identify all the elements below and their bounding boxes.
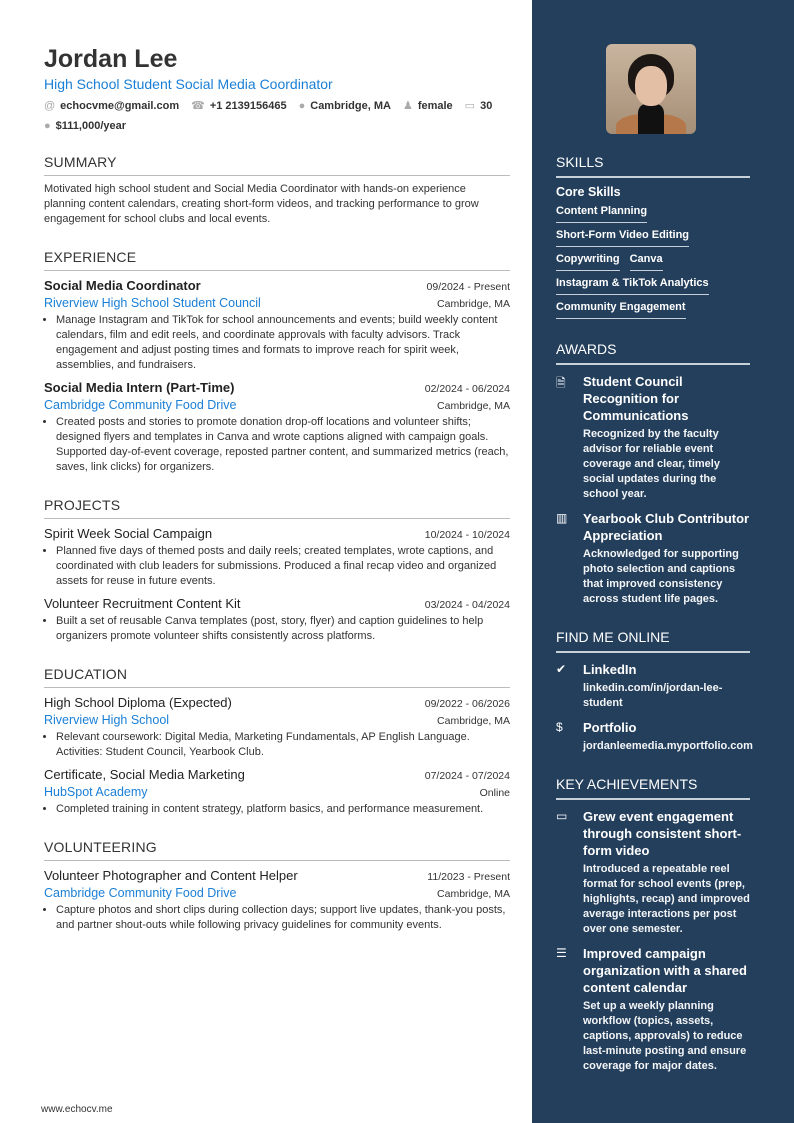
contact-info <box>44 98 510 134</box>
entry-location: Cambridge, MA <box>437 298 510 310</box>
entry-org-row <box>44 293 510 310</box>
entry-title: Social Media Intern (Part-Time) <box>44 380 235 395</box>
education-heading: EDUCATION <box>44 666 510 688</box>
entry-organization: Riverview High School <box>44 713 170 727</box>
item-body <box>583 661 750 711</box>
at-icon: @ <box>44 100 56 112</box>
contact-text: female <box>417 100 453 112</box>
experience-entry <box>44 278 510 373</box>
entry-bullets <box>44 802 510 817</box>
item-title: Student Council Recognition for Communications <box>583 374 689 423</box>
volunteering-entry <box>44 868 510 933</box>
entry-organization: HubSpot Academy <box>44 785 148 799</box>
phone-icon: ☎ <box>191 100 205 112</box>
building-icon: ▥ <box>556 511 568 525</box>
entry-bullets <box>44 544 510 589</box>
core-skills-heading: Core Skills <box>556 185 621 199</box>
skill-item: Instagram & TikTok Analytics <box>556 273 709 295</box>
awards-item <box>556 510 750 607</box>
entry-bullets <box>44 903 510 933</box>
entry-organization: Riverview High School Student Council <box>44 296 261 310</box>
contact-item <box>191 98 286 114</box>
entry-dates: 07/2024 - 07/2024 <box>424 770 510 782</box>
skill-item: Copywriting <box>556 249 620 271</box>
entry-title: High School Diploma (Expected) <box>44 695 232 710</box>
skills-heading: SKILLS <box>556 154 750 178</box>
item-description: Acknowledged for supporting photo selection and captions that improved consistency across student life pages. <box>583 548 739 605</box>
entry-location: Cambridge, MA <box>437 888 510 900</box>
online-item <box>556 719 753 754</box>
item-link: jordanleemedia.myportfolio.com <box>583 740 753 752</box>
entry-title: Social Media Coordinator <box>44 278 201 293</box>
profile-photo <box>606 44 696 134</box>
entry-dates: 09/2022 - 06/2026 <box>424 698 510 710</box>
summary-text: Motivated high school student and Social Media Coordinator with hands-on experience planning content calendars, creating short-form videos, and tracking performance to grow engagement for school clubs and local events. <box>44 183 479 225</box>
achievements-heading: KEY ACHIEVEMENTS <box>556 776 750 800</box>
item-body <box>583 510 750 607</box>
skill-item: Canva <box>630 249 663 271</box>
item-description: Recognized by the faculty advisor for reliable event coverage and clear, timely social updates during the school year. <box>583 428 720 500</box>
entry-title: Spirit Week Social Campaign <box>44 526 213 541</box>
entry-header <box>44 526 510 541</box>
entry-header <box>44 767 510 782</box>
projects-entry <box>44 596 510 644</box>
entry-location: Cambridge, MA <box>437 400 510 412</box>
entry-org-row <box>44 710 510 727</box>
entry-title: Volunteer Photographer and Content Helper <box>44 868 298 883</box>
person-icon: ♟ <box>402 100 413 112</box>
check-circle-icon: ✔ <box>556 662 567 676</box>
entry-org-row <box>44 883 510 900</box>
contact-item <box>403 98 453 114</box>
sliders-icon: ☰ <box>556 946 567 960</box>
bullet: • Completed training in content strategy, platform basics, and performance measurement. <box>56 802 510 817</box>
entry-dates: 10/2024 - 10/2024 <box>424 529 510 541</box>
skills-list <box>556 199 750 319</box>
entry-organization: Cambridge Community Food Drive <box>44 398 237 412</box>
item-title: LinkedIn <box>583 662 637 677</box>
contact-text: +1 2139156465 <box>209 100 287 112</box>
item-title: Portfolio <box>583 720 637 735</box>
item-description: Introduced a repeatable reel format for school events (prep, highlights, recap) and improved average interactions per post over one semester. <box>583 863 750 935</box>
online-heading: FIND ME ONLINE <box>556 629 750 653</box>
skill-item: Community Engagement <box>556 297 686 319</box>
experience-entry <box>44 380 510 475</box>
entry-bullets <box>44 415 510 475</box>
item-description: Set up a weekly planning workflow (topics, assets, captions, approvals) to reduce last-minute posting and ensure coverage for major dates. <box>583 1000 747 1072</box>
contact-text: Cambridge, MA <box>310 100 391 112</box>
contact-text: $111,000/year <box>55 120 127 132</box>
footer-url: www.echocv.me <box>41 1104 113 1115</box>
entry-bullets <box>44 313 510 373</box>
item-body <box>583 719 753 754</box>
bullet: • Created posts and stories to promote donation drop-off locations and volunteer shifts; designed flyers and templates in Canva and wrote captions aligned with campaign goals. Supported day-of-event coverage, reposted partner content, and summarized metrics (reach, saves, link clicks) for organizers. <box>56 415 510 475</box>
skill-item: Content Planning <box>556 201 647 223</box>
candidate-name: Jordan Lee <box>44 45 178 73</box>
sidebar <box>532 0 794 1123</box>
entry-org-row <box>44 782 510 799</box>
item-title: Yearbook Club Contributor Appreciation <box>583 511 750 543</box>
battery-icon: ▭ <box>556 809 568 823</box>
entry-location: Cambridge, MA <box>437 715 510 727</box>
bullet: • Manage Instagram and TikTok for school announcements and events; build weekly content calendars, film and edit reels, and coordinate approvals with faculty advisors. Track engagement and adjust posting times and formats to improve reach for spirit week, assemblies, and fundraisers. <box>56 313 510 373</box>
entry-bullets <box>44 730 510 760</box>
candidate-role: High School Student Social Media Coordinator <box>44 76 333 92</box>
summary-heading: SUMMARY <box>44 154 510 176</box>
bullet: • Built a set of reusable Canva templates (post, story, flyer) and caption guidelines to help organizers promote volunteer shifts consistently across platforms. <box>56 614 510 644</box>
entry-header <box>44 380 510 395</box>
salary-icon: ● <box>44 120 51 132</box>
dollar-circle-icon: $ <box>556 720 563 734</box>
contact-item <box>44 118 126 134</box>
item-body <box>583 808 750 937</box>
entry-organization: Cambridge Community Food Drive <box>44 886 237 900</box>
main-column <box>44 44 510 933</box>
entry-dates: 02/2024 - 06/2024 <box>424 383 510 395</box>
location-icon: ● <box>298 100 306 112</box>
item-title: Grew event engagement through consistent short-form video <box>583 809 742 858</box>
entry-title: Certificate, Social Media Marketing <box>44 767 245 782</box>
bullet: • Capture photos and short clips during collection days; support live updates, thank-you posts, and partner shout-outs while following privacy guidelines for community events. <box>56 903 510 933</box>
contact-item <box>299 98 391 114</box>
entry-dates: 03/2024 - 04/2024 <box>424 599 510 611</box>
item-title: Improved campaign organization with a shared content calendar <box>583 946 747 995</box>
awards-item <box>556 373 750 502</box>
experience-heading: EXPERIENCE <box>44 249 510 271</box>
education-entry <box>44 695 510 760</box>
volunteering-heading: VOLUNTEERING <box>44 839 510 861</box>
item-body <box>583 373 750 502</box>
contact-item <box>465 98 493 114</box>
entry-dates: 09/2024 - Present <box>426 281 510 293</box>
projects-entry <box>44 526 510 589</box>
item-link: linkedin.com/in/jordan-lee-student <box>583 682 723 709</box>
achievements-item <box>556 808 750 937</box>
entry-bullets <box>44 614 510 644</box>
entry-header <box>44 695 510 710</box>
awards-heading: AWARDS <box>556 341 750 365</box>
document-icon: 🗎 <box>556 376 566 390</box>
skill-item: Short-Form Video Editing <box>556 225 689 247</box>
entry-location: Online <box>479 787 510 799</box>
bullet: • Planned five days of themed posts and daily reels; created templates, wrote captions, and coordinated with club leaders for submissions. Produced a final recap video and organized assets for reuse in future events. <box>56 544 510 589</box>
entry-header <box>44 868 510 883</box>
contact-item <box>44 98 179 114</box>
contact-text: echocvme@gmail.com <box>60 100 180 112</box>
entry-dates: 11/2023 - Present <box>427 871 510 883</box>
entry-title: Volunteer Recruitment Content Kit <box>44 596 241 611</box>
online-item <box>556 661 750 711</box>
entry-header <box>44 278 510 293</box>
contact-text: 30 <box>480 100 493 112</box>
item-body <box>583 945 750 1074</box>
education-entry <box>44 767 510 817</box>
calendar-icon: ▭ <box>464 100 476 112</box>
entry-org-row <box>44 395 510 412</box>
projects-heading: PROJECTS <box>44 497 510 519</box>
achievements-item <box>556 945 750 1074</box>
entry-header <box>44 596 510 611</box>
bullet: • Relevant coursework: Digital Media, Marketing Fundamentals, AP English Language. Activities: Student Council, Yearbook Club. <box>56 730 510 760</box>
